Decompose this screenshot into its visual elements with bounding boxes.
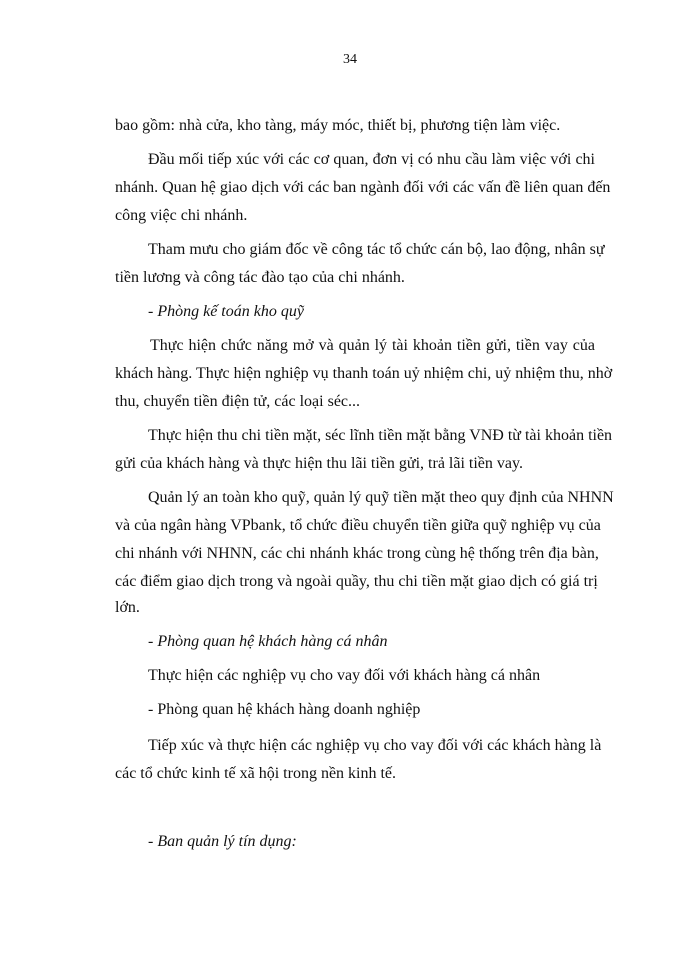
text-line: Thực hiện các nghiệp vụ cho vay đối với khách hàng cá nhân [148,667,541,684]
text-line: tiền lương và công tác đào tạo của chi nhánh. [115,269,405,286]
text-line: chi nhánh với NHNN, các chi nhánh khác trong cùng hệ thống trên địa bàn, [115,545,599,562]
text-line: các tổ chức kinh tế xã hội trong nền kinh tế. [115,765,397,782]
text-line: Thực hiện chức năng mở và quản lý tài khoản tiền gửi, tiền vay của [150,337,595,354]
text-line: thu, chuyển tiền điện tử, các loại séc... [115,393,361,410]
text-line: Tham mưu cho giám đốc về công tác tổ chức cán bộ, lao động, nhân sự [148,241,605,258]
text-line: bao gồm: nhà cửa, kho tàng, máy móc, thiết bị, phương tiện làm việc. [115,117,561,134]
section-heading: - Phòng quan hệ khách hàng doanh nghiệp [148,701,421,718]
text-line: lớn. [115,599,140,616]
text-line: công việc chi nhánh. [115,207,248,224]
text-line: Quản lý an toàn kho quỹ, quản lý quỹ tiền mặt theo quy định của NHNN [148,489,614,506]
text-line: các điểm giao dịch trong và ngoài quầy, thu chi tiền mặt giao dịch có giá trị [115,573,598,590]
section-heading: - Ban quản lý tín dụng: [148,833,297,850]
text-line: Đầu mối tiếp xúc với các cơ quan, đơn vị có nhu cầu làm việc với chi [148,151,595,168]
text-line: Thực hiện thu chi tiền mặt, séc lĩnh tiền mặt bằng VNĐ từ tài khoản tiền [148,427,613,444]
section-heading: - Phòng kế toán kho quỹ [148,303,304,320]
text-line: nhánh. Quan hệ giao dịch với các ban ngành đối với các vấn đề liên quan đến [115,179,611,196]
text-line: khách hàng. Thực hiện nghiệp vụ thanh toán uỷ nhiệm chi, uỷ nhiệm thu, nhờ [115,365,613,382]
page-number: 34 [343,52,357,67]
text-line: và của ngân hàng VPbank, tổ chức điều chuyển tiền giữa quỹ nghiệp vụ của [115,517,601,534]
text-line: gửi của khách hàng và thực hiện thu lãi tiền gửi, trả lãi tiền vay. [115,455,523,472]
text-line: Tiếp xúc và thực hiện các nghiệp vụ cho vay đối với các khách hàng là [148,737,602,754]
section-heading: - Phòng quan hệ khách hàng cá nhân [148,633,388,650]
